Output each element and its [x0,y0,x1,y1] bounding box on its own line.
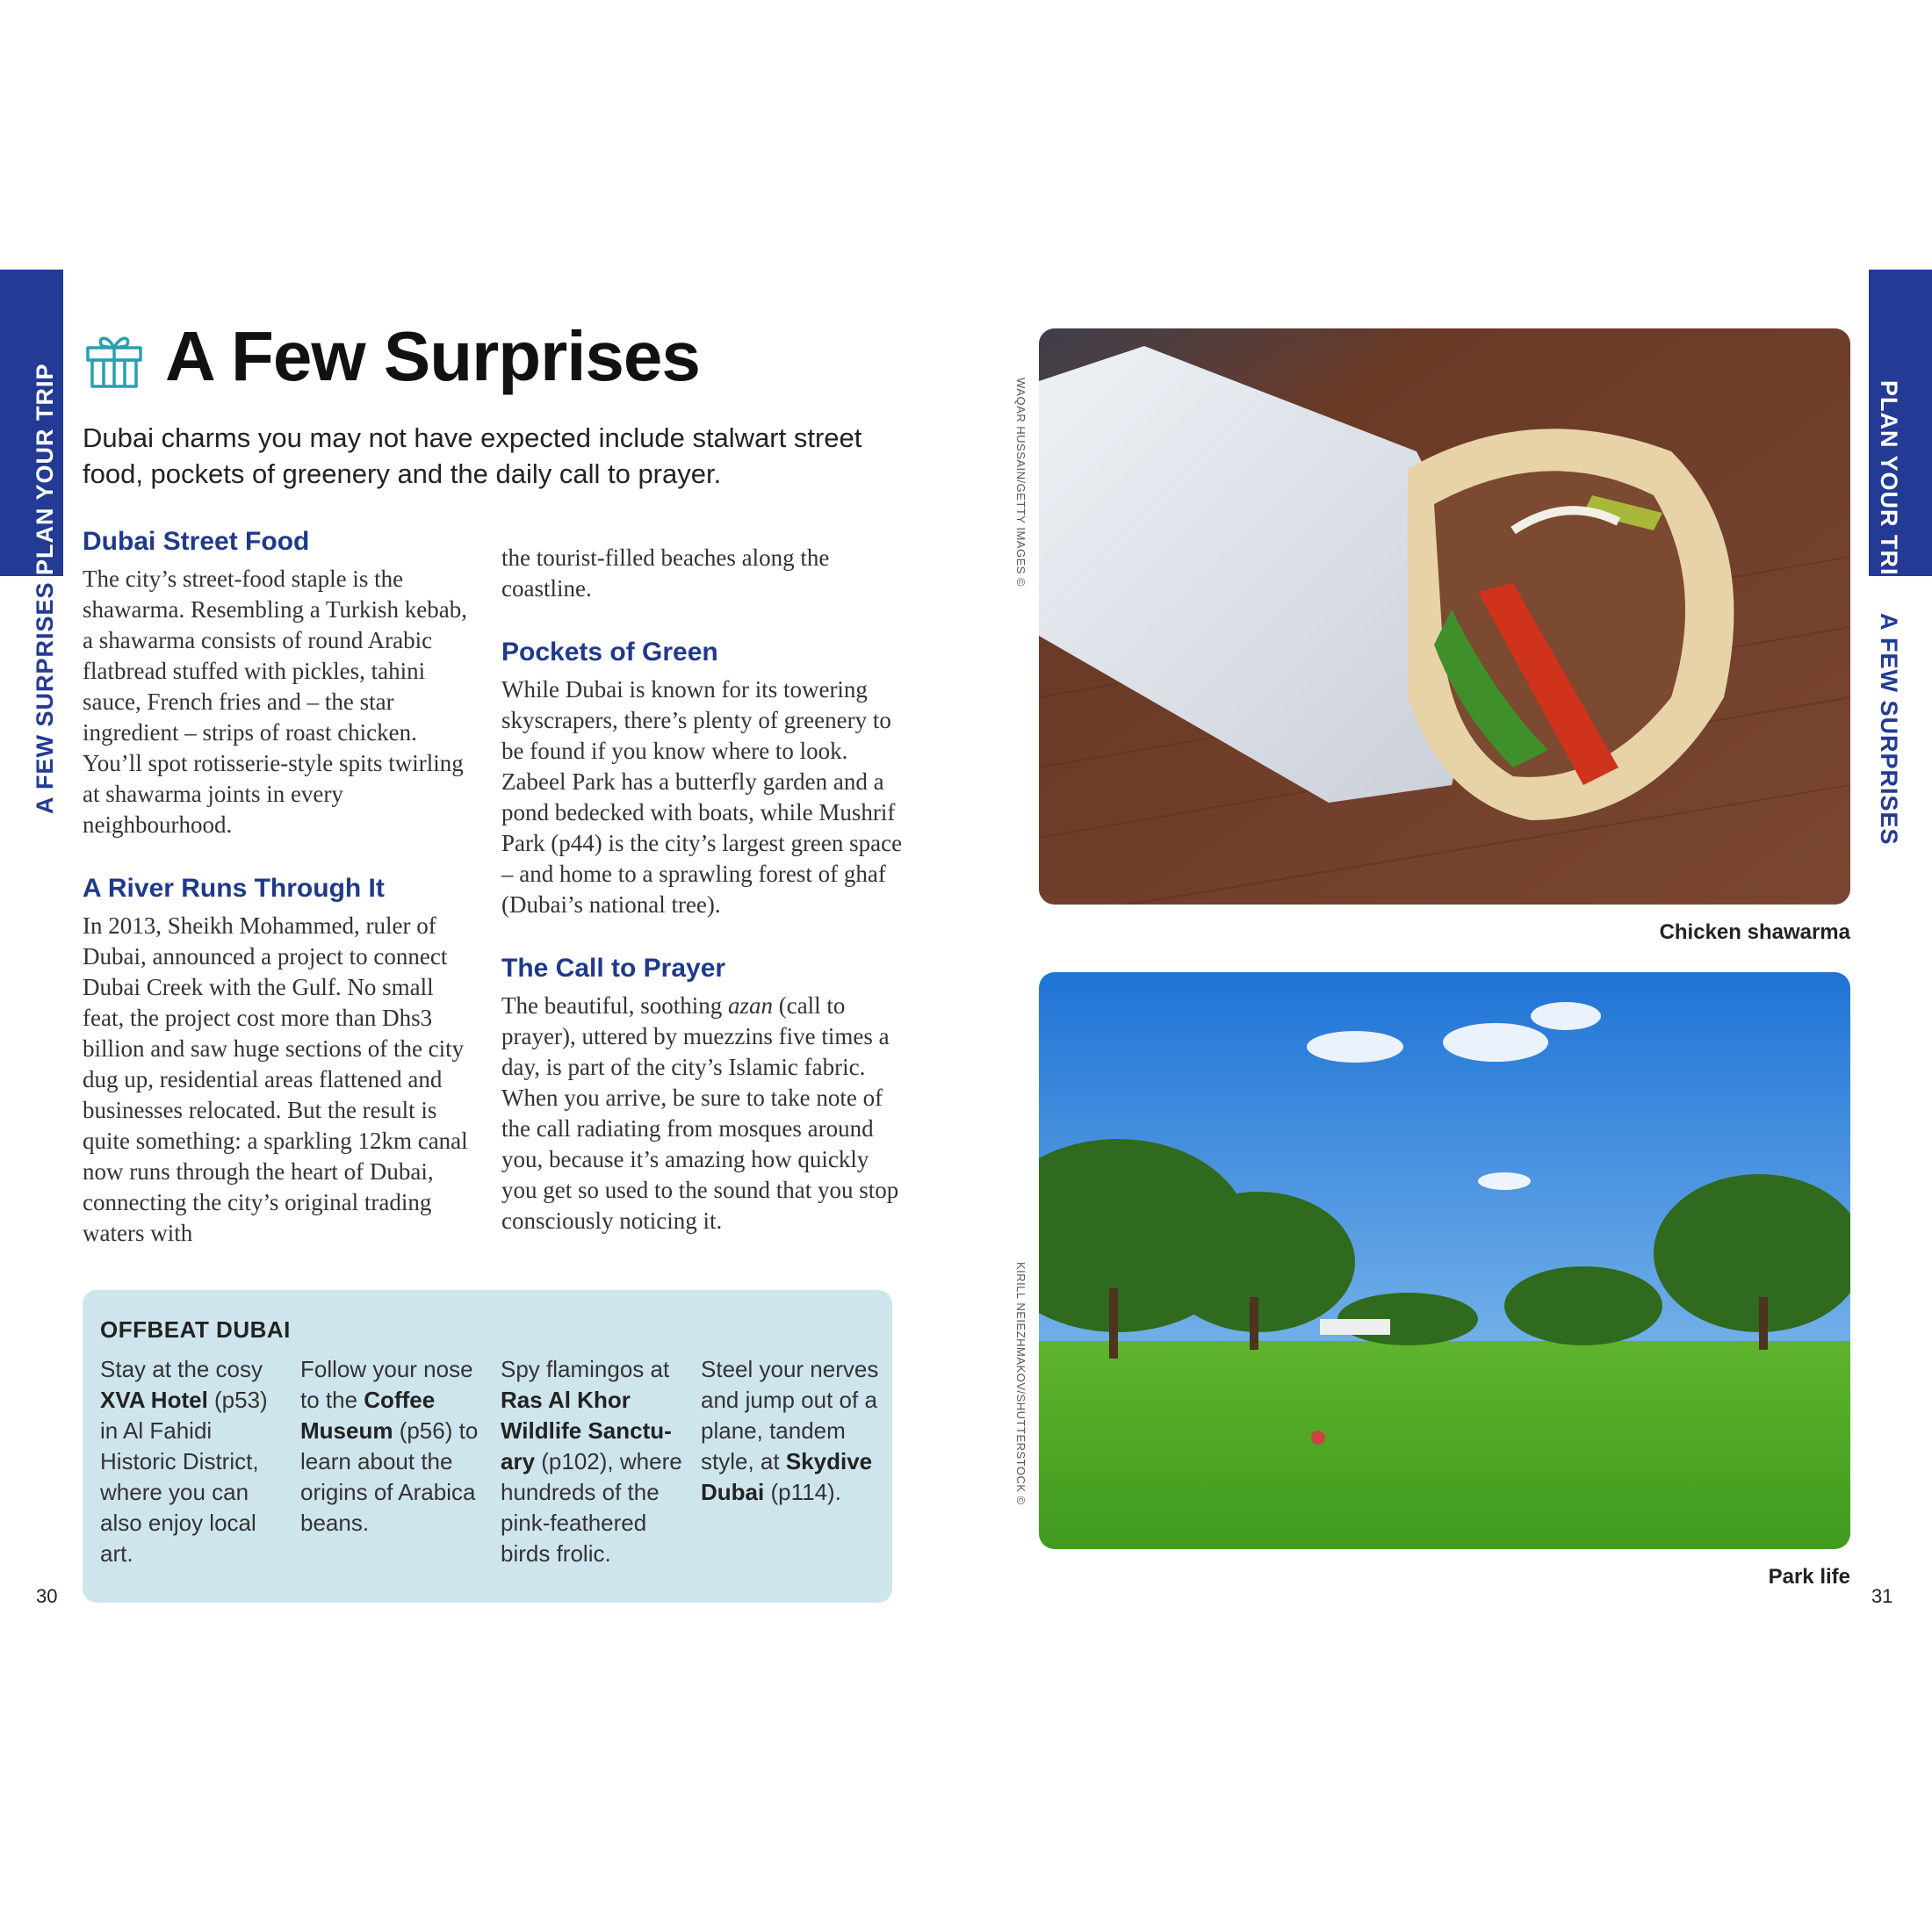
photo-shawarma [1039,328,1850,905]
body-river-continued: the tourist-filled beaches along the coastline. [501,544,830,602]
body-prayer: The beautiful, soothing azan (call to prayer), uttered by muezzins five times a day, is part of the city’s Islamic fabric. When you arrive, be sure to take note of the call radiating from mosques around you, because it’s amazing how quickly you get so used to the sound that you stop consciously noticing it. [501,992,899,1234]
side-tab-right-section: PLAN YOUR TRIP [1876,380,1902,593]
body-green: While Dubai is known for its towering skyscrapers, there’s plenty of greenery to be found if you know where to look. Zabeel Park has a butterfly garden and a pond bedecked with boats, while Mushrif Park (p44) is the city’s largest green space – and home to a sprawling forest of ghaf (Dubai’s national tree). [501,676,903,918]
body-river: In 2013, Sheikh Mohammed, ruler of Dubai, announced a project to connect Dubai Creek with the Gulf. No small feat, the project cost more than Dhs3 billion and saw huge sections of the city dug up, residential areas flattened and businesses relocated. But the result is quite something: a sparkling 12km canal now runs through the heart of Dubai, connecting the city’s original trading waters with [83,912,468,1246]
offbeat-item: Follow your nose to the Coffee Museum (p56) to learn about the origins of Arabica beans. [300,1356,479,1536]
side-tab-left-section: PLAN YOUR TRIP [32,363,58,575]
photo-credit-shawarma: WAQAR HUSSAIN/GETTY IMAGES © [1014,378,1027,588]
body-street-food: The city’s street-food staple is the shawarma. Resembling a Turkish kebab, a shawarma consists of round Arabic flatbread stuffed with pickles, tahini sauce, French fries and – the star ingredient – strips of roast chicken. You’ll spot rotisserie-style spits twirling at shawarma joints in every neighbourhood. [83,566,467,838]
heading-river: A River Runs Through It [83,874,385,903]
heading-green: Pockets of Green [501,638,718,667]
column-left [83,525,478,1249]
gift-icon [83,328,146,392]
intro-text: Dubai charms you may not have expected include stalwart street food, pockets of greenery and the daily call to prayer. [83,422,862,489]
page-number-left: 30 [36,1585,58,1607]
offbeat-title: OFFBEAT DUBAI [100,1316,291,1343]
caption-shawarma: Chicken shawarma [1659,920,1850,944]
caption-park: Park life [1768,1565,1850,1589]
page-title: A Few Surprises [165,317,700,395]
photo-credit-park: KIRILL NEIEZHMAKOV/SHUTTERSTOCK © [1014,1262,1027,1505]
offbeat-item: Stay at the cosy XVA Hotel (p53) in Al Fahidi Historic District, where you can also enjoy local art. [100,1356,268,1567]
photo-park [1039,972,1850,1549]
heading-prayer: The Call to Prayer [501,954,726,983]
side-tab-right-chapter: A FEW SURPRISES [1876,613,1902,846]
side-tab-left-chapter: A FEW SURPRISES [32,581,58,814]
offbeat-item: Spy flamingos at Ras Al Khor Wildlife Sanctu-ary (p102), where hundreds of the pink-feathered birds frolic. [501,1356,682,1567]
heading-street-food: Dubai Street Food [83,527,310,556]
offbeat-item: Steel your nerves and jump out of a plane, tandem style, at Skydive Dubai (p114). [701,1356,879,1505]
offbeat-box [83,1290,892,1603]
column-middle [501,543,905,1236]
page-number-right: 31 [1871,1585,1893,1607]
